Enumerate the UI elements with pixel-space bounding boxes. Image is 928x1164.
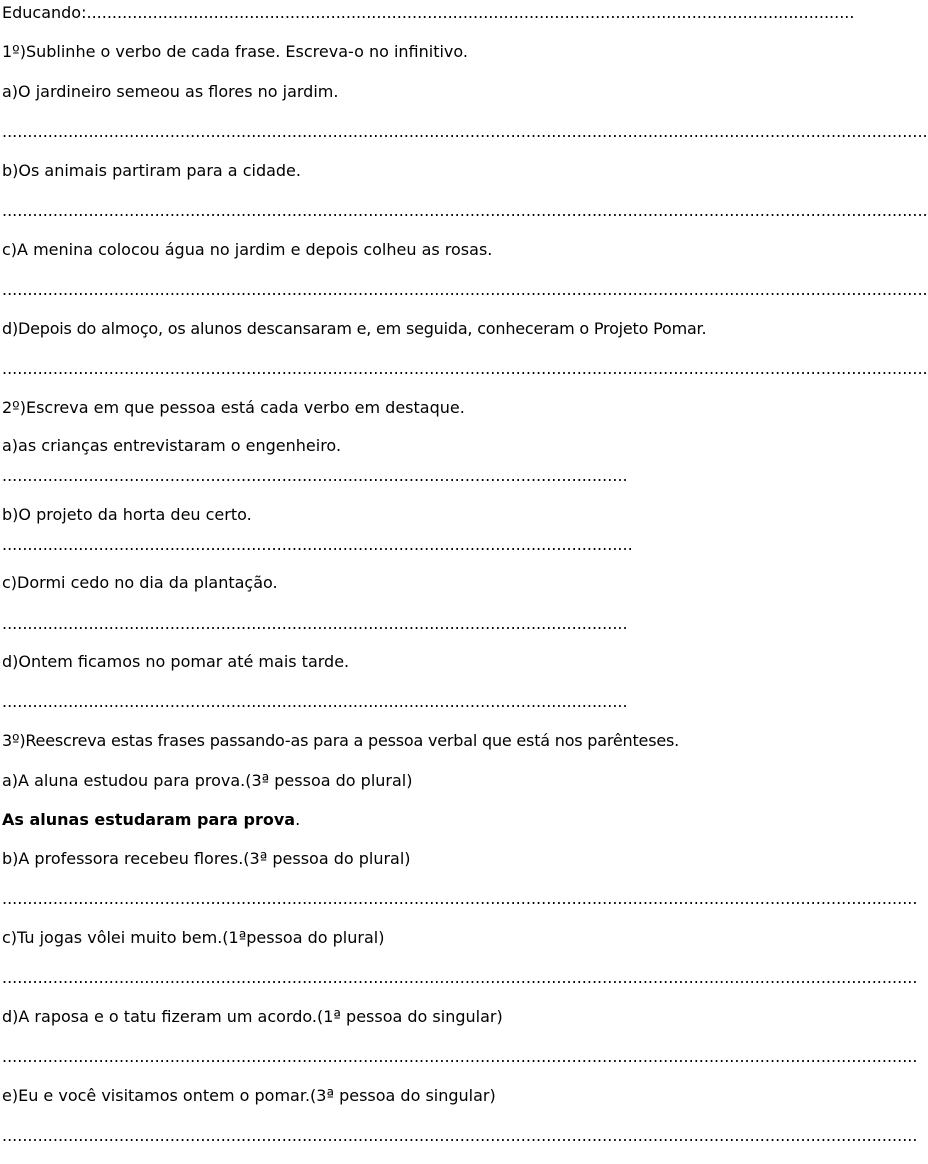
q3-answer-line-c: .................................................................................................................................................................................... <box>2 968 918 987</box>
q3-item-d: d)A raposa e o tatu fizeram um acordo.(1ª pessoa do singular) <box>2 1007 503 1026</box>
q3-title: 3º)Reescreva estas frases passando-as para a pessoa verbal que está nos parênteses. <box>2 731 679 750</box>
q3-item-b: b)A professora recebeu flores.(3ª pessoa do plural) <box>2 849 411 868</box>
q2-item-a: a)as crianças entrevistaram o engenheiro. <box>2 436 342 455</box>
q1-item-d: d)Depois do almoço, os alunos descansaram e, em seguida, conheceram o Projeto Pomar. <box>2 319 707 338</box>
q3-example-answer <box>2 810 300 830</box>
q1-answer-line-b: ...................................................................................................................................................................................... <box>2 201 928 220</box>
q3-item-c: c)Tu jogas vôlei muito bem.(1ªpessoa do plural) <box>2 928 385 947</box>
q1-item-c: c)A menina colocou água no jardim e depois colheu as rosas. <box>2 240 493 259</box>
q3-answer-line-b: .................................................................................................................................................................................... <box>2 889 918 908</box>
q2-answer-line-c: ........................................................................................................................... <box>2 614 628 633</box>
q2-answer-line-d: ........................................................................................................................... <box>2 692 628 711</box>
q3-example-answer-bold: As alunas estudaram para prova <box>2 810 296 829</box>
q2-title: 2º)Escreva em que pessoa está cada verbo em destaque. <box>2 398 465 417</box>
q3-example-answer-period: . <box>295 810 301 829</box>
q2-answer-line-a: ........................................................................................................................... <box>2 466 628 485</box>
q1-title: 1º)Sublinhe o verbo de cada frase. Escreva-o no infinitivo. <box>2 42 468 61</box>
q2-item-b: b)O projeto da horta deu certo. <box>2 505 252 524</box>
q3-answer-line-d: .................................................................................................................................................................................... <box>2 1047 918 1066</box>
q1-answer-line-d: ...................................................................................................................................................................................... <box>2 359 928 378</box>
q1-answer-line-c: ...................................................................................................................................................................................... <box>2 280 928 299</box>
q1-item-a: a)O jardineiro semeou as flores no jardim. <box>2 82 339 101</box>
q3-answer-line-e: .................................................................................................................................................................................... <box>2 1126 918 1145</box>
q3-item-e: e)Eu e você visitamos ontem o pomar.(3ª pessoa do singular) <box>2 1086 496 1105</box>
q1-item-b: b)Os animais partiram para a cidade. <box>2 161 301 180</box>
q2-item-d: d)Ontem ficamos no pomar até mais tarde. <box>2 652 350 671</box>
q1-answer-line-a: ...................................................................................................................................................................................... <box>2 122 928 141</box>
student-name-line: Educando:....................................................................................................................................................... <box>2 3 855 22</box>
q3-item-a: a)A aluna estudou para prova.(3ª pessoa do plural) <box>2 771 413 790</box>
q2-answer-line-b: ............................................................................................................................ <box>2 535 633 554</box>
q2-item-c: c)Dormi cedo no dia da plantação. <box>2 573 278 592</box>
